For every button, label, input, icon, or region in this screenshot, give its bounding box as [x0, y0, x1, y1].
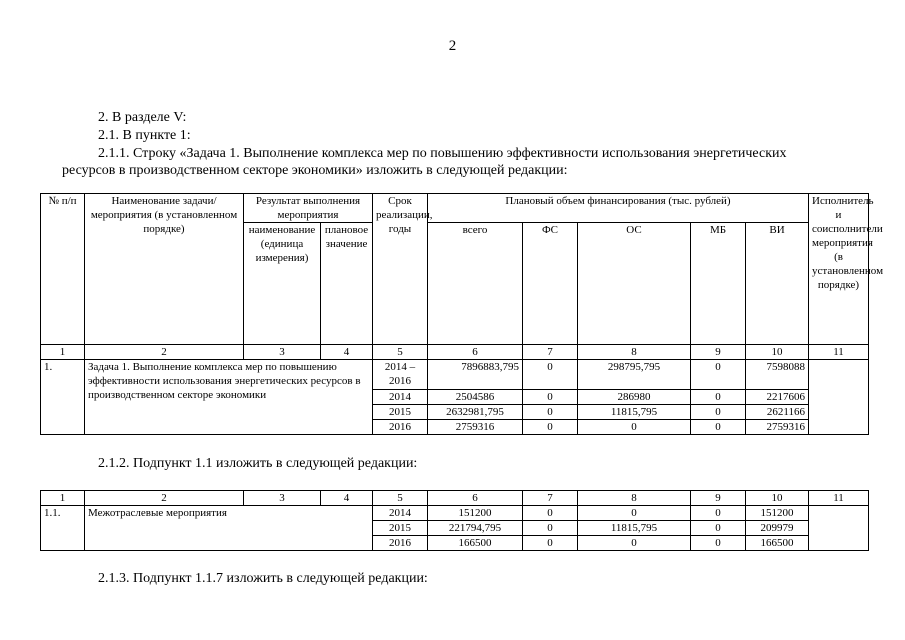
col-number: 8 [578, 491, 691, 506]
header-fs: ФС [523, 223, 578, 345]
col-number: 6 [428, 345, 523, 360]
cell-mb: 0 [691, 360, 746, 390]
col-number: 8 [578, 345, 691, 360]
cell-vi: 2621166 [746, 405, 809, 420]
row-task-name: Задача 1. Выполнение комплекса мер по повышению эффективности использования энергетических ресурсов в производственном секторе экономики [85, 360, 373, 435]
col-number: 7 [523, 491, 578, 506]
col-number: 4 [321, 345, 373, 360]
cell-mb: 0 [691, 521, 746, 536]
col-number: 10 [746, 491, 809, 506]
paragraph-2-1-1-line2: ресурсов в производственном секторе экономики» изложить в следующей редакции: [62, 163, 568, 178]
cell-period: 2014 [373, 506, 428, 521]
cell-fs: 0 [523, 506, 578, 521]
row-task-name: Межотраслевые мероприятия [85, 506, 373, 551]
header-mb: МБ [691, 223, 746, 345]
col-number: 9 [691, 491, 746, 506]
col-number: 4 [321, 491, 373, 506]
cell-os: 11815,795 [578, 405, 691, 420]
cell-total: 2632981,795 [428, 405, 523, 420]
cell-os: 286980 [578, 390, 691, 405]
col-number: 2 [85, 491, 244, 506]
col-number: 10 [746, 345, 809, 360]
cell-period: 2015 [373, 521, 428, 536]
col-number: 11 [809, 345, 869, 360]
paragraph-2-1-1-line1: 2.1.1. Строку «Задача 1. Выполнение комплекса мер по повышению эффективности использования энергетических [98, 146, 787, 161]
cell-period: 2015 [373, 405, 428, 420]
cell-os: 298795,795 [578, 360, 691, 390]
cell-vi: 7598088 [746, 360, 809, 390]
cell-total: 2759316 [428, 420, 523, 435]
header-os: ОС [578, 223, 691, 345]
col-number: 9 [691, 345, 746, 360]
cell-executors [809, 360, 869, 435]
cell-fs: 0 [523, 405, 578, 420]
col-number: 5 [373, 345, 428, 360]
table-row [41, 506, 869, 521]
cell-period: 2014 – 2016 [373, 360, 428, 390]
paragraph-2-1-3: 2.1.3. Подпункт 1.1.7 изложить в следующей редакции: [98, 571, 428, 586]
cell-period: 2014 [373, 390, 428, 405]
header-period: Срок реализации, годы [373, 194, 428, 345]
paragraph-point-1: 2.1. В пункте 1: [98, 128, 191, 143]
cell-total: 151200 [428, 506, 523, 521]
col-number: 1 [41, 491, 85, 506]
col-number: 5 [373, 491, 428, 506]
cell-mb: 0 [691, 536, 746, 551]
cell-os: 0 [578, 536, 691, 551]
cell-os: 0 [578, 420, 691, 435]
col-number: 3 [244, 491, 321, 506]
col-number: 3 [244, 345, 321, 360]
cell-vi: 166500 [746, 536, 809, 551]
cell-total: 166500 [428, 536, 523, 551]
cell-vi: 151200 [746, 506, 809, 521]
header-task: Наименование задачи/мероприятия (в установленном порядке) [85, 194, 244, 345]
col-number: 1 [41, 345, 85, 360]
header-vi: ВИ [746, 223, 809, 345]
col-number: 11 [809, 491, 869, 506]
cell-fs: 0 [523, 536, 578, 551]
row-number: 1.1. [41, 506, 85, 551]
cell-executors [809, 506, 869, 551]
col-number: 6 [428, 491, 523, 506]
header-result-name: наименование (единица измерения) [244, 223, 321, 345]
funding-table-task-1 [40, 193, 884, 435]
cell-vi: 209979 [746, 521, 809, 536]
column-number-row [41, 491, 869, 506]
paragraph-section-v: 2. В разделе V: [98, 110, 187, 125]
cell-mb: 0 [691, 420, 746, 435]
cell-os: 0 [578, 506, 691, 521]
cell-fs: 0 [523, 521, 578, 536]
row-number: 1. [41, 360, 85, 435]
cell-mb: 0 [691, 506, 746, 521]
page-number: 2 [448, 38, 457, 54]
cell-mb: 0 [691, 405, 746, 420]
column-number-row [41, 345, 869, 360]
header-funding: Плановый объем финансирования (тыс. рублей) [428, 194, 809, 223]
funding-table-1-1 [40, 490, 869, 551]
cell-total: 2504586 [428, 390, 523, 405]
header-total: всего [428, 223, 523, 345]
cell-vi: 2759316 [746, 420, 809, 435]
cell-mb: 0 [691, 390, 746, 405]
col-number: 2 [85, 345, 244, 360]
table-row [41, 360, 869, 390]
cell-total: 221794,795 [428, 521, 523, 536]
header-result-plan: плановое значение [321, 223, 373, 345]
cell-period: 2016 [373, 536, 428, 551]
cell-os: 11815,795 [578, 521, 691, 536]
header-num: № п/п [41, 194, 85, 345]
cell-fs: 0 [523, 360, 578, 390]
cell-fs: 0 [523, 390, 578, 405]
header-result: Результат выполнения мероприятия [244, 194, 373, 223]
cell-vi: 2217606 [746, 390, 809, 405]
paragraph-2-1-2: 2.1.2. Подпункт 1.1 изложить в следующей редакции: [98, 456, 418, 471]
header-executors: Исполнитель и соисполнители мероприятия (в установленном порядке) [809, 194, 869, 345]
cell-period: 2016 [373, 420, 428, 435]
cell-total: 7896883,795 [428, 360, 523, 390]
col-number: 7 [523, 345, 578, 360]
cell-fs: 0 [523, 420, 578, 435]
